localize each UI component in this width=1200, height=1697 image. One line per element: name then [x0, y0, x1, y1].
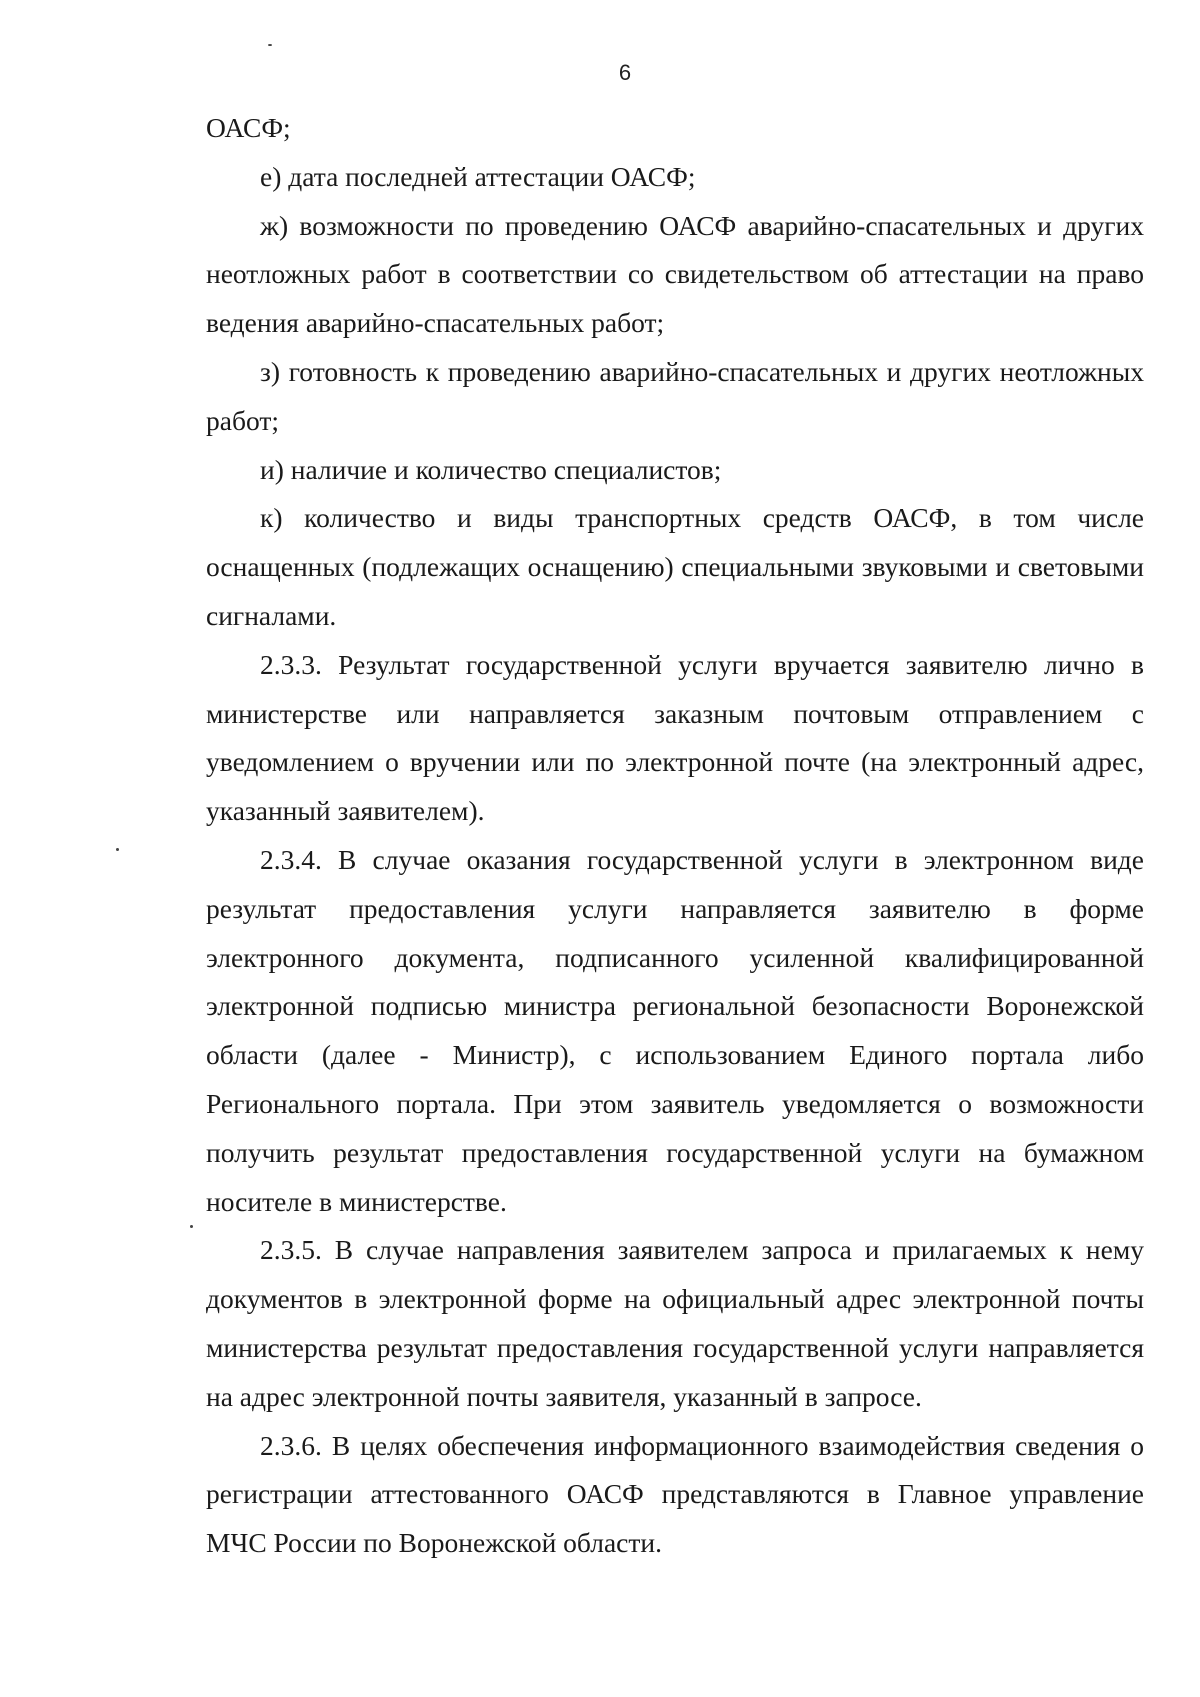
page-number: 6: [618, 60, 632, 85]
paragraph-2-3-6: 2.3.6. В целях обеспечения информационного взаимодействия сведения о регистрации аттестованного ОАСФ представляются в Главное управление МЧС России по Воронежской области.: [206, 1429, 1144, 1559]
scan-speck: [190, 1225, 193, 1228]
paragraph-oasf-continuation: ОАСФ;: [206, 112, 291, 143]
scan-speck: [116, 848, 119, 851]
scan-speck: [268, 44, 272, 46]
document-body: [206, 104, 1144, 1568]
paragraph-2-3-4: 2.3.4. В случае оказания государственной услуги в электронном виде результат предоставления услуги направляется заявителю в форме электронного документа, подписанного усиленной квалифицированной электронной подписью министра региональной безопасности Воронежской области (далее - Министр), с использованием Единого портала либо Регионального портала. При этом заявитель уведомляется о возможности получить результат предоставления государственной услуги на бумажном носителе в министерстве.: [206, 843, 1144, 1217]
paragraph-item-zh: ж) возможности по проведению ОАСФ аварийно-спасательных и других неотложных работ в соответствии со свидетельством об аттестации на право ведения аварийно-спасательных работ;: [206, 209, 1144, 339]
paragraph-item-i: и) наличие и количество специалистов;: [260, 453, 722, 485]
paragraph-item-e: е) дата последней аттестации ОАСФ;: [260, 160, 696, 192]
paragraph-item-z: з) готовность к проведению аварийно-спасательных и других неотложных работ;: [206, 355, 1144, 436]
paragraph-item-k: к) количество и виды транспортных средств ОАСФ, в том числе оснащенных (подлежащих оснащению) специальными звуковыми и световыми сигналами.: [206, 502, 1144, 631]
paragraph-2-3-5: 2.3.5. В случае направления заявителем запроса и прилагаемых к нему документов в электронной форме на официальный адрес электронной почты министерства результат предоставления государственной услуги направляется на адрес электронной почты заявителя, указанный в запросе.: [206, 1234, 1144, 1412]
paragraph-2-3-3: 2.3.3. Результат государственной услуги вручается заявителю лично в министерстве или направляется заказным почтовым отправлением с уведомлением о вручении или по электронной почте (на электронный адрес, указанный заявителем).: [206, 648, 1144, 827]
